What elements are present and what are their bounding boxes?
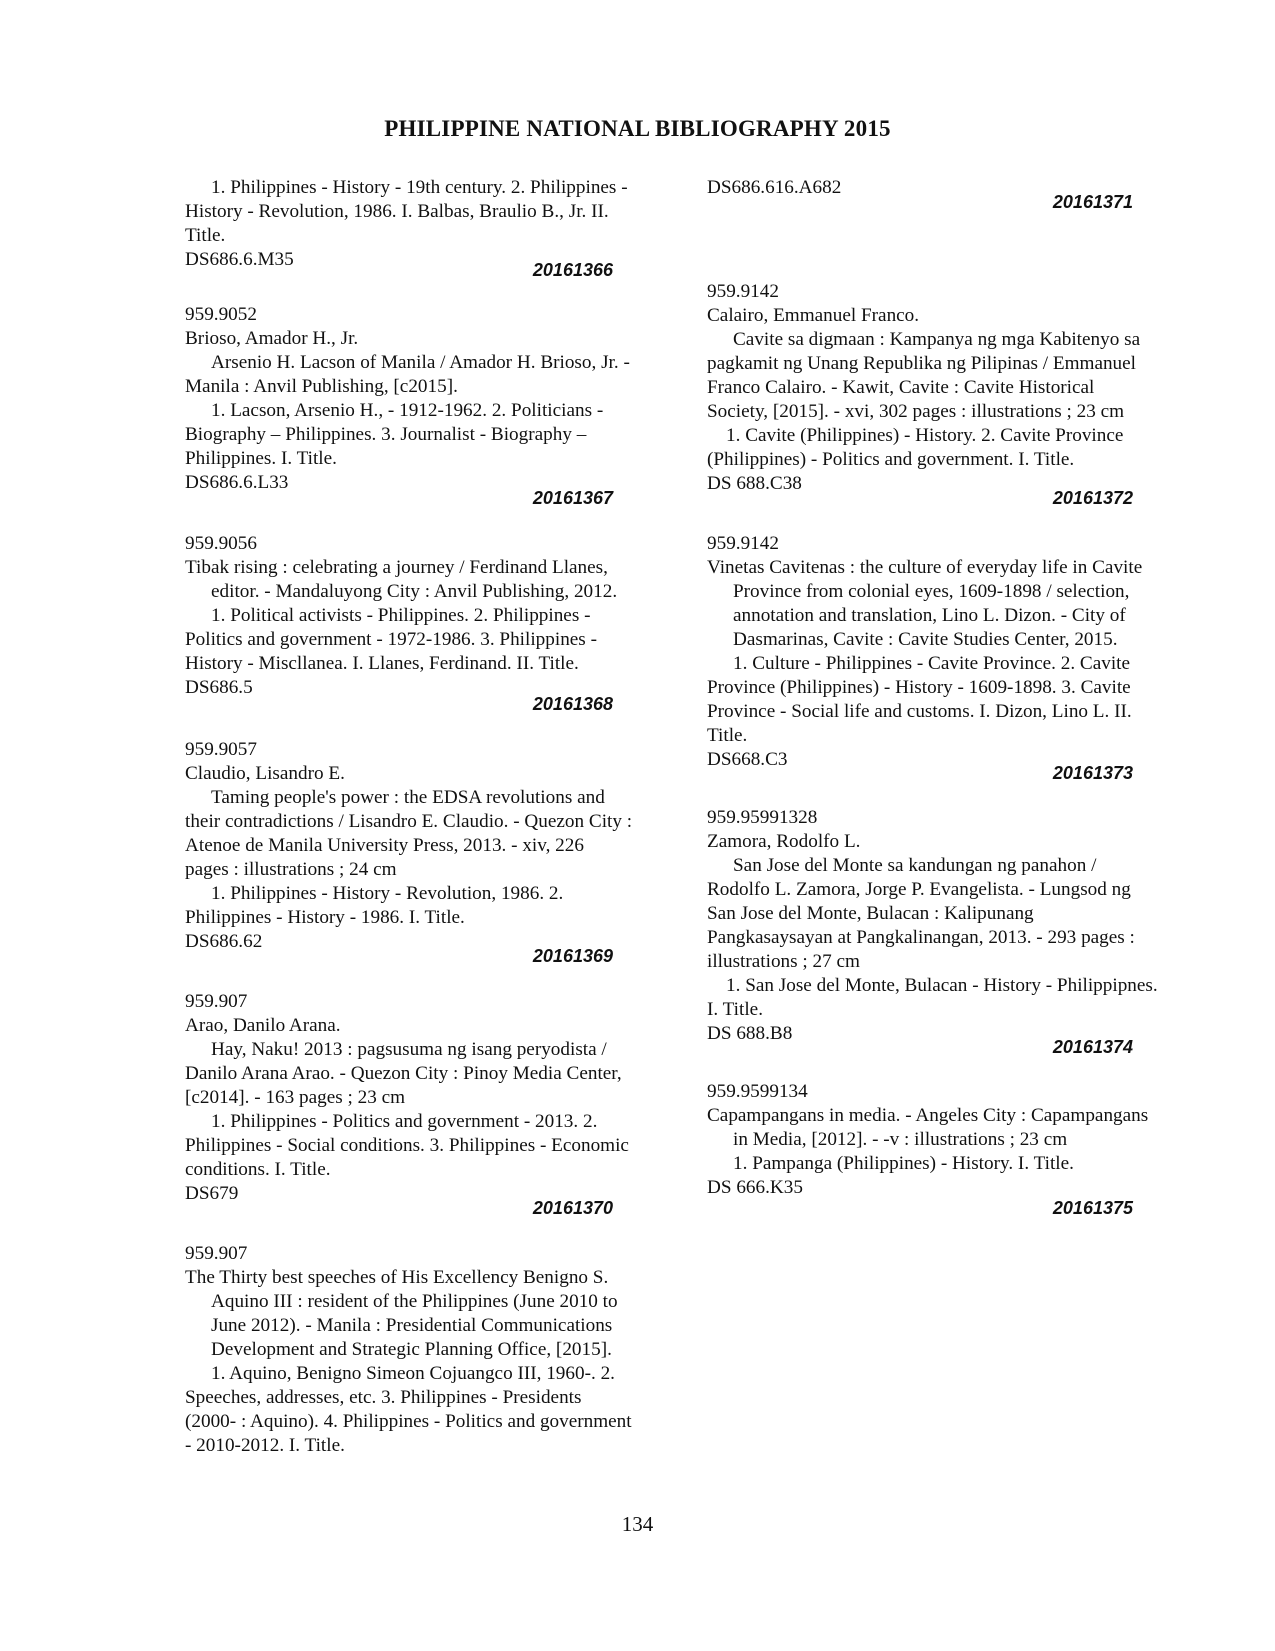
record-line: 1. Political activists - Philippines. 2. Philippines - [211,605,591,626]
record-line: pages : illustrations ; 24 cm [185,859,397,880]
record-line: Atenoe de Manila University Press, 2013. - xiv, 226 [185,835,584,856]
record-line: Franco Calairo. - Kawit, Cavite : Cavite Historical [707,377,1095,398]
record-line: 1. San Jose del Monte, Bulacan - History - Philippipnes. [726,975,1158,996]
record-line: Speeches, addresses, etc. 3. Philippines - Presidents [185,1387,582,1408]
record-20161374 [707,806,1207,1046]
record-line: San Jose del Monte sa kandungan ng panahon / [733,855,1097,876]
record-line: Title. [707,725,748,746]
call-number: DS 688.C38 [707,473,802,494]
record-line: editor. - Mandaluyong City : Anvil Publishing, 2012. [211,581,618,602]
record-line: Society, [2015]. - xvi, 302 pages : illustrations ; 23 cm [707,401,1125,422]
record-line: annotation and translation, Lino L. Dizon. - City of [733,605,1126,626]
record-line: - 2010-2012. I. Title. [185,1435,345,1456]
class-number: 959.9056 [185,533,257,554]
record-line: History - Miscllanea. I. Llanes, Ferdinand. II. Title. [185,653,579,674]
call-number: DS686.5 [185,677,253,698]
record-line: 1. Cavite (Philippines) - History. 2. Cavite Province [726,425,1124,446]
record-20161373 [707,532,1207,772]
record-number: 20161372 [1052,488,1133,508]
record-line: History - Revolution, 1986. I. Balbas, Braulio B., Jr. II. [185,201,609,222]
record-line: (Philippines) - Politics and government. I. Title. [707,449,1075,470]
class-number: 959.9052 [185,304,257,325]
record-20161368 [185,532,673,700]
record-line: San Jose del Monte, Bulacan : Kalipunang [707,903,1034,924]
record-line: Philippines. I. Title. [185,448,337,469]
record-20161375 [707,1080,1207,1200]
record-line: Manila : Anvil Publishing, [c2015]. [185,376,458,397]
record-number: 20161373 [1052,763,1133,783]
record-line: Philippines - History - 1986. I. Title. [185,907,465,928]
record-line: illustrations ; 27 cm [707,951,860,972]
record-line: Taming people's power : the EDSA revolutions and [211,787,605,808]
record-line: pagkamit ng Unang Republika ng Pilipinas / Emmanuel [707,353,1136,374]
class-number: 959.907 [185,1243,248,1264]
record-line: Pangkasaysayan at Pangkalinangan, 2013. - 293 pages : [707,927,1135,948]
record-number: 20161375 [1052,1198,1133,1218]
call-number: DS679 [185,1183,239,1204]
record-line: Cavite sa digmaan : Kampanya ng mga Kabitenyo sa [733,329,1141,350]
class-number: 959.9599134 [707,1081,808,1102]
record-line: Hay, Naku! 2013 : pagsusuma ng isang peryodista / [211,1039,607,1060]
record-20161370 [185,990,673,1206]
record-number: 20161371 [1052,192,1133,212]
record-line: Province from colonial eyes, 1609-1898 / selection, [733,581,1130,602]
record-line: 1. Culture - Philippines - Cavite Province. 2. Cavite [733,653,1131,674]
class-number: 959.907 [185,991,248,1012]
record-line: Province (Philippines) - History - 1609-1898. 3. Cavite [707,677,1131,698]
record-line: [c2014]. - 163 pages ; 23 cm [185,1087,406,1108]
record-line: Philippines - Social conditions. 3. Philippines - Economic [185,1135,629,1156]
record-number: 20161374 [1052,1037,1133,1057]
record-line: June 2012). - Manila : Presidential Communications [211,1315,613,1336]
record-number: 20161368 [532,694,613,714]
call-number: DS686.6.L33 [185,472,289,493]
record-line: 1. Aquino, Benigno Simeon Cojuangco III, 1960-. 2. [211,1363,615,1384]
record-line: Biography – Philippines. 3. Journalist - Biography – [185,424,587,445]
record-line: Dasmarinas, Cavite : Cavite Studies Center, 2015. [733,629,1118,650]
record-line: Vinetas Cavitenas : the culture of everyday life in Cavite [707,557,1143,578]
record-number: 20161366 [532,260,613,280]
class-number: 959.9142 [707,533,779,554]
record-line: Zamora, Rodolfo L. [707,831,861,852]
class-number: 959.9142 [707,281,779,302]
record-line: Danilo Arana Arao. - Quezon City : Pinoy Media Center, [185,1063,622,1084]
record-line: Development and Strategic Planning Office, [2015]. [211,1339,612,1360]
record-line: The Thirty best speeches of His Excellency Benigno S. [185,1267,609,1288]
call-number: DS686.6.M35 [185,249,294,270]
record-number: 20161367 [532,488,613,508]
record-line: 1. Philippines - History - Revolution, 1986. 2. [211,883,564,904]
record-line: 1. Philippines - Politics and government - 2013. 2. [211,1111,598,1132]
record-line: Politics and government - 1972-1986. 3. Philippines - [185,629,597,650]
record-line: Title. [185,225,226,246]
record-line: Tibak rising : celebrating a journey / Ferdinand Llanes, [185,557,608,578]
record-thirty-best-speeches [185,1242,673,1458]
record-20161372 [707,280,1207,496]
call-number: DS686.616.A682 [707,177,842,198]
record-line: (2000- : Aquino). 4. Philippines - Politics and government [185,1411,632,1432]
record-line: Claudio, Lisandro E. [185,763,345,784]
record-line: 1. Lacson, Arsenio H., - 1912-1962. 2. Politicians - [211,400,604,421]
page-title: PHILIPPINE NATIONAL BIBLIOGRAPHY 2015 [384,116,891,141]
record-20161367 [185,303,673,495]
record-line: their contradictions / Lisandro E. Claudio. - Quezon City : [185,811,633,832]
record-line: Province - Social life and customs. I. Dizon, Lino L. II. [707,701,1132,722]
record-line: Calairo, Emmanuel Franco. [707,305,920,326]
record-number: 20161369 [532,946,613,966]
record-line: Arsenio H. Lacson of Manila / Amador H. Brioso, Jr. - [211,352,630,373]
call-number: DS668.C3 [707,749,788,770]
record-line: Capampangans in media. - Angeles City : Capampangans [707,1105,1149,1126]
record-line: Brioso, Amador H., Jr. [185,328,359,349]
call-number: DS 666.K35 [707,1177,803,1198]
class-number: 959.9057 [185,739,257,760]
record-line: 1. Philippines - History - 19th century. 2. Philippines - [211,177,628,198]
class-number: 959.95991328 [707,807,818,828]
record-line: in Media, [2012]. - -v : illustrations ; 23 cm [733,1129,1068,1150]
record-line: Arao, Danilo Arana. [185,1015,341,1036]
call-number: DS686.62 [185,931,263,952]
record-line: 1. Pampanga (Philippines) - History. I. Title. [733,1153,1074,1174]
record-line: I. Title. [707,999,763,1020]
record-line: Aquino III : resident of the Philippines (June 2010 to [211,1291,618,1312]
call-number: DS 688.B8 [707,1023,793,1044]
record-number: 20161370 [532,1198,613,1218]
record-line: conditions. I. Title. [185,1159,331,1180]
record-line: Rodolfo L. Zamora, Jorge P. Evangelista. - Lungsod ng [707,879,1131,900]
page-number: 134 [621,1512,654,1536]
record-20161369 [185,738,673,954]
